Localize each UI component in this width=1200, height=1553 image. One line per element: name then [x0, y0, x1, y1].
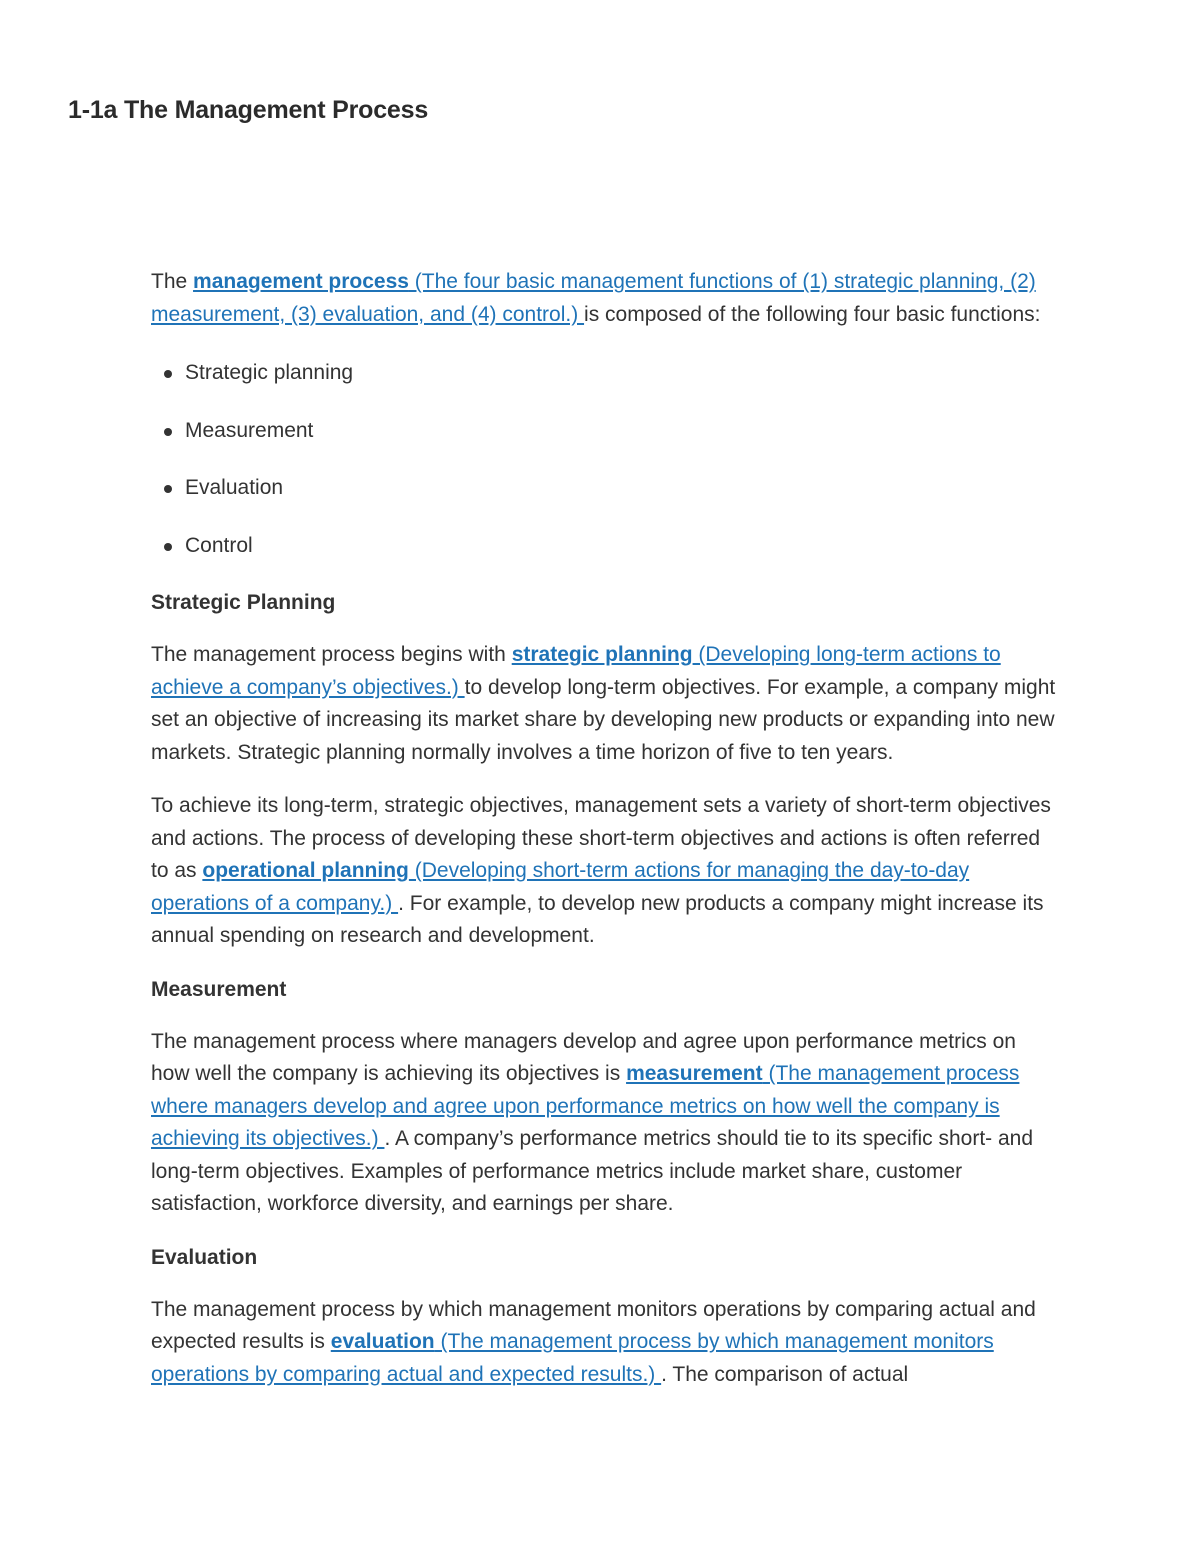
operational-planning-paragraph [151, 790, 1056, 953]
link-definition: (The management process where managers develop and agree upon performance metrics on how well the company is achieving its objectives.) [151, 1062, 1020, 1150]
list-item-label: Strategic planning [185, 361, 354, 384]
document-body [151, 266, 1056, 1412]
list-item [185, 415, 1056, 447]
list-item [185, 357, 1056, 389]
section-heading-measurement: Measurement [151, 977, 287, 1001]
link-term: measurement [626, 1062, 763, 1085]
functions-list [151, 357, 1056, 562]
section-heading-strategic-planning: Strategic Planning [151, 591, 336, 614]
list-item-label: Control [185, 533, 253, 557]
list-item [185, 530, 1056, 562]
link-term: evaluation [330, 1330, 435, 1353]
paragraph-text-before: The management process begins with [151, 643, 512, 666]
list-item-label: Measurement [185, 418, 314, 442]
link-definition: (Developing short-term actions for managing the day-to-day operations of a company.) [151, 859, 970, 915]
measurement-paragraph [151, 1026, 1056, 1221]
paragraph-text-after: . A company’s performance metrics should tie to its specific short- and long-term objectives. Examples of performance metrics include market share, customer satisfaction, workforce diversity, and earnings per share. [151, 1127, 1034, 1215]
bullet-icon [164, 543, 172, 551]
paragraph-text-after: . For example, to develop new products a company might increase its annual spending on research and development. [151, 891, 1044, 947]
link-term: operational planning [202, 859, 409, 882]
link-definition: (The four basic management functions of (1) strategic planning, (2) measurement, (3) evaluation, and (4) control.) [151, 270, 1036, 326]
paragraph-text-after: . The comparison of actual [661, 1362, 909, 1386]
paragraph-text-before: The management process by which management monitors operations by comparing actual and expected results is [151, 1297, 1036, 1353]
paragraph-text-before: The management process where managers develop and agree upon performance metrics on how well the company is achieving its objectives is [151, 1029, 1016, 1085]
intro-text-after: is composed of the following four basic functions: [584, 302, 1041, 326]
bullet-icon [164, 428, 172, 436]
paragraph-text-before: To achieve its long-term, strategic objectives, management sets a variety of short-term objectives and actions. The process of developing these short-term objectives and actions is often referred to as [151, 794, 1051, 882]
list-item-label: Evaluation [185, 476, 284, 499]
link-definition: (Developing long-term actions to achieve a company’s objectives.) [151, 643, 1001, 699]
intro-text-before: The [151, 270, 194, 293]
bullet-icon [164, 485, 172, 493]
link-definition: (The management process by which management monitors operations by comparing actual and expected results.) [151, 1330, 994, 1386]
section-heading-evaluation: Evaluation [151, 1245, 258, 1269]
strategic-planning-paragraph [151, 639, 1056, 769]
paragraph-text-after: to develop long-term objectives. For example, a company might set an objective of increasing its market share by developing new products or expanding into new markets. Strategic planning normally involves a time horizon of five to ten years. [151, 675, 1056, 764]
link-term: strategic planning [511, 643, 693, 666]
list-item [185, 472, 1056, 504]
intro-paragraph [151, 266, 1056, 331]
page-title: 1-1a The Management Process [68, 96, 429, 124]
bullet-icon [164, 370, 172, 378]
link-term: management process [193, 270, 409, 293]
evaluation-paragraph [151, 1294, 1056, 1392]
